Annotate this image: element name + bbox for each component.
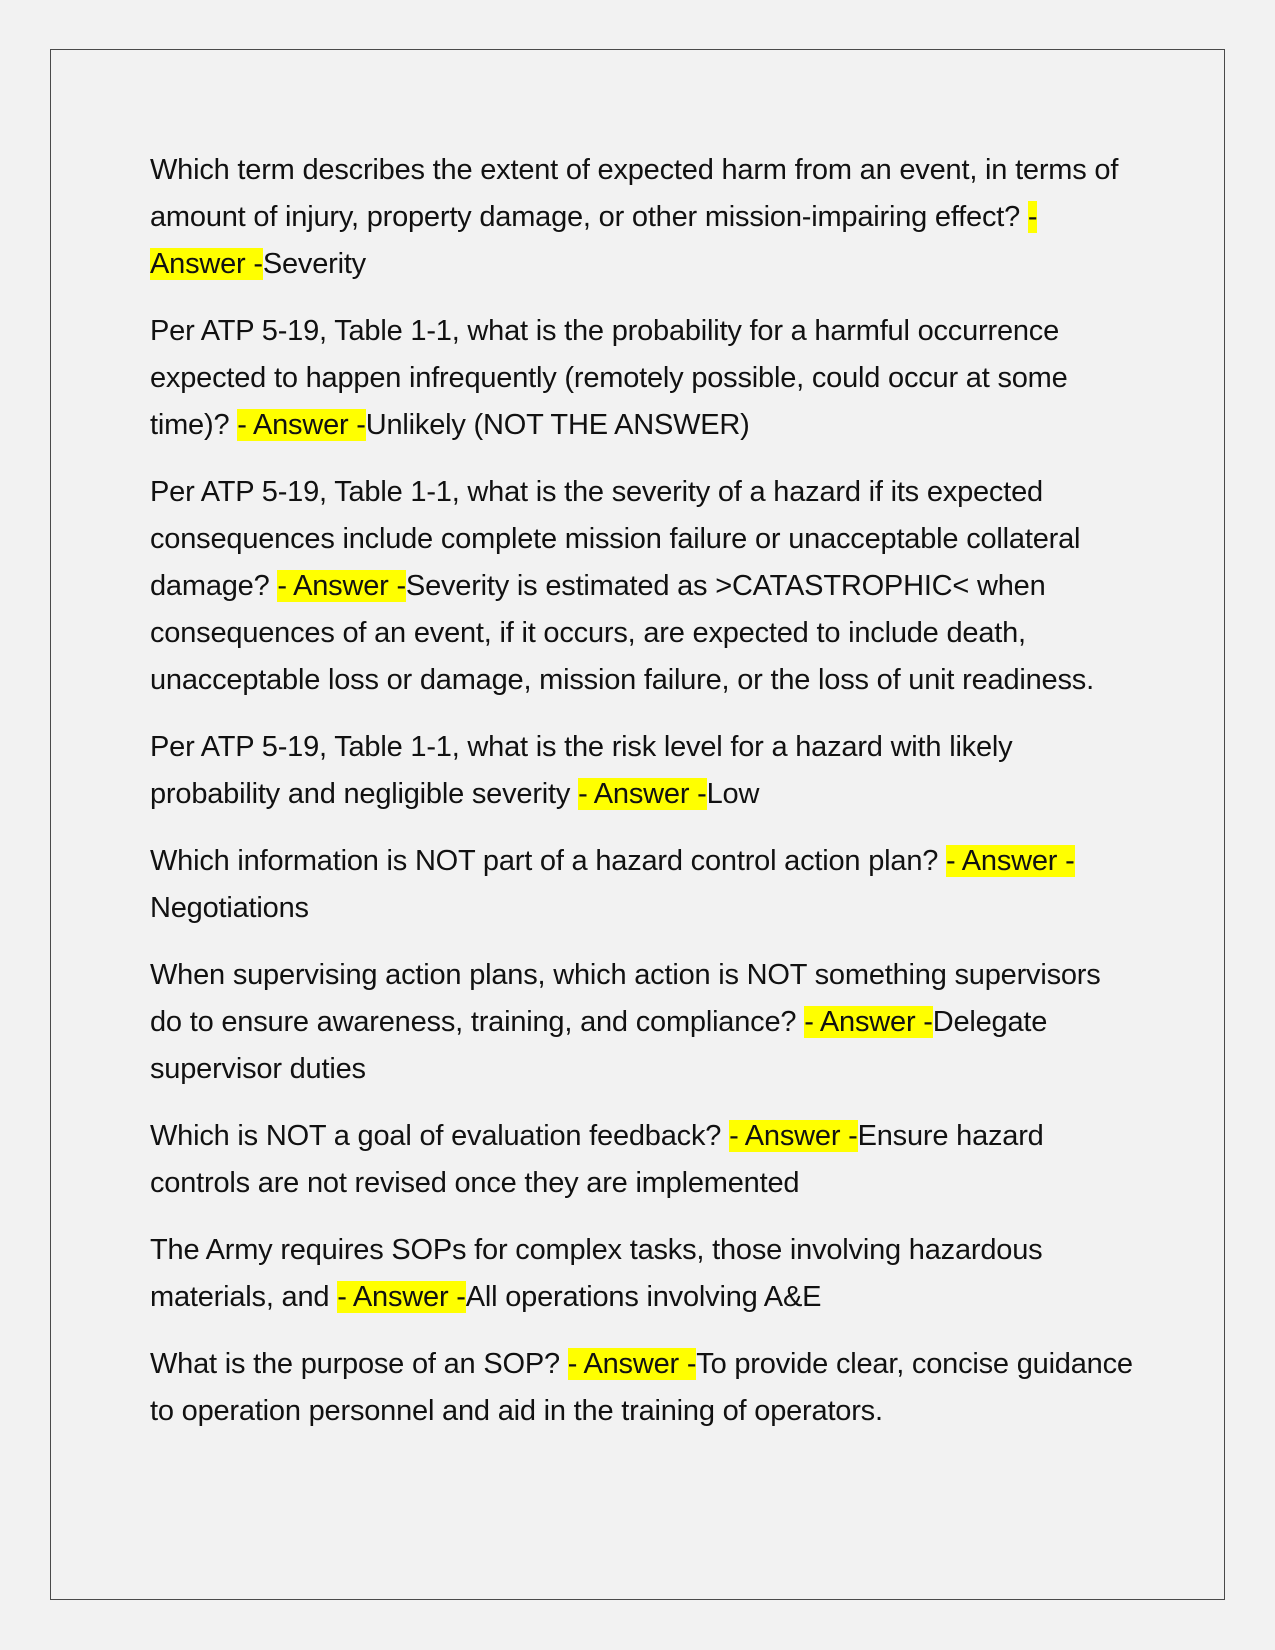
answer-text: To provide clear, concise guidance to operation personnel and aid in the training of operators. — [150, 1348, 1133, 1427]
answer-marker: - Answer - — [729, 1120, 858, 1152]
answer-marker: - Answer - — [946, 845, 1075, 877]
answer-text: Severity is estimated as >CATASTROPHIC< when consequences of an event, if it occurs, are expected to include death, unacceptable loss or damage, mission failure, or the loss of unit readiness. — [150, 570, 1094, 696]
qa-item — [150, 1227, 1135, 1321]
qa-item — [150, 1113, 1135, 1207]
answer-marker: - Answer - — [277, 570, 406, 602]
qa-item — [150, 1341, 1135, 1435]
answer-text: Delegate supervisor duties — [150, 1006, 1048, 1085]
answer-marker: - Answer - — [337, 1281, 466, 1313]
question-text: Per ATP 5-19, Table 1-1, what is the probability for a harmful occurrence expected to happen infrequently (remotely possible, could occur at some time)? — [150, 315, 1068, 441]
answer-text: Unlikely (NOT THE ANSWER) — [365, 409, 750, 441]
question-text: What is the purpose of an SOP? — [150, 1348, 560, 1380]
qa-item — [150, 838, 1135, 932]
qa-item — [150, 952, 1135, 1093]
qa-item — [150, 469, 1135, 704]
answer-text: Negotiations — [150, 892, 309, 924]
qa-item — [150, 147, 1135, 288]
answer-marker: - Answer - — [578, 778, 707, 810]
document-body — [150, 147, 1135, 1455]
question-text: Per ATP 5-19, Table 1-1, what is the risk level for a hazard with likely probability and negligible severity — [150, 731, 1013, 810]
question-text: Which information is NOT part of a hazard control action plan? — [150, 845, 939, 877]
question-text: When supervising action plans, which action is NOT something supervisors do to ensure awareness, training, and compliance? — [150, 959, 1101, 1038]
answer-marker: - Answer - — [150, 201, 1038, 280]
question-text: Per ATP 5-19, Table 1-1, what is the severity of a hazard if its expected consequences include complete mission failure or unacceptable collateral damage? — [150, 476, 1081, 602]
qa-item — [150, 308, 1135, 449]
answer-marker: - Answer - — [237, 409, 366, 441]
answer-marker: - Answer - — [567, 1348, 697, 1380]
question-text: The Army requires SOPs for complex tasks, those involving hazardous materials, and — [150, 1234, 1043, 1313]
qa-item — [150, 724, 1135, 818]
answer-text: All operations involving A&E — [465, 1281, 822, 1313]
answer-text: Ensure hazard controls are not revised once they are implemented — [150, 1120, 1044, 1199]
question-text: Which is NOT a goal of evaluation feedback? — [150, 1120, 722, 1152]
answer-marker: - Answer - — [804, 1006, 933, 1038]
answer-text: Severity — [262, 248, 366, 280]
question-text: Which term describes the extent of expected harm from an event, in terms of amount of injury, property damage, or other mission-impairing effect? — [150, 154, 1119, 233]
answer-text: Low — [706, 778, 760, 810]
